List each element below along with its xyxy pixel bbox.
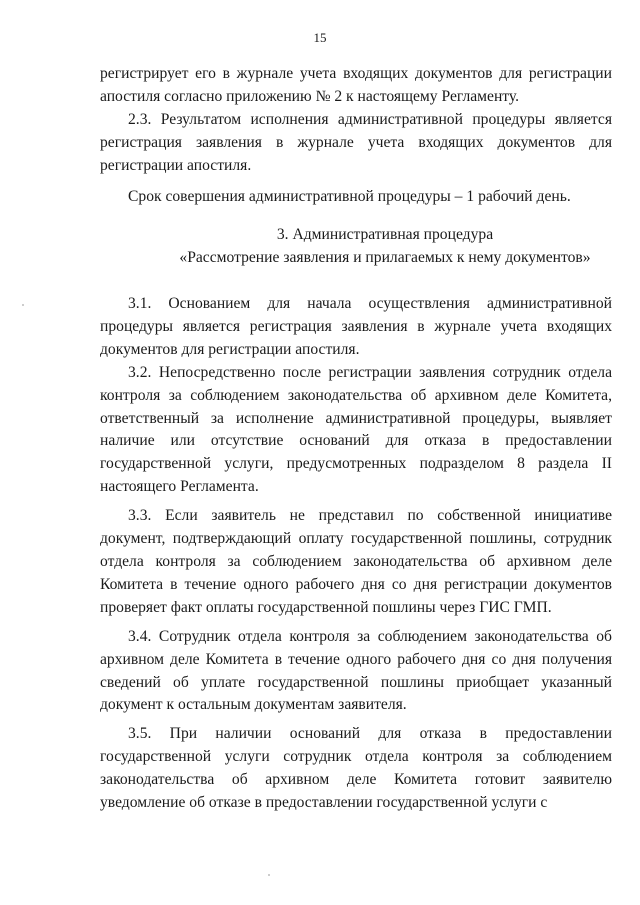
section-heading — [100, 224, 640, 270]
body-text-block — [100, 293, 612, 815]
paragraph-3-2: 3.2. Непосредственно после регистрации заявления сотрудник отдела контроля за соблюдением законодательства об архивном деле Комитета, ответственный за исполнение административной процедуры, выявляет наличие или отсутствие оснований для отказа в предоставлении государственной услуги, предусмотренных подразделом 8 раздела II настоящего Регламента. — [100, 363, 612, 496]
scan-speck — [22, 304, 24, 306]
paragraph-3-1: 3.1. Основанием для начала осуществления административной процедуры является регистрация заявления в журнале учета входящих документов для регистрации апостиля. — [100, 295, 612, 358]
scan-speck — [268, 874, 270, 876]
section-title-line1: 3. Административная процедура — [276, 226, 494, 243]
paragraph-continuation: регистрирует его в журнале учета входящих документов для регистрации апостиля согласно приложению № 2 к настоящему Регламенту. — [100, 65, 612, 105]
page-number: 15 — [313, 30, 327, 45]
paragraph-3-4: 3.4. Сотрудник отдела контроля за соблюдением законодательства об архивном деле Комитета в течение одного рабочего дня со дня получения сведений об уплате государственной пошлины приобщает указанный документ к остальным документам заявителя. — [100, 627, 612, 714]
section-title-line2: «Рассмотрение заявления и прилагаемых к нему документов» — [179, 248, 591, 266]
paragraph-2-3: 2.3. Результатом исполнения административной процедуры является регистрация заявления в журнале учета входящих документов для регистрации апостиля. — [100, 110, 612, 174]
paragraph-3-5: 3.5. При наличии оснований для отказа в предоставлении государственной услуги сотрудник отдела контроля за соблюдением законодательства об архивном деле Комитета готовит заявителю уведомление об отказе в предоставлении государственной услуги с — [100, 725, 612, 812]
paragraph-3-3: 3.3. Если заявитель не представил по собственной инициативе документ, подтверждающий оплату государственной пошлины, сотрудник отдела контроля за соблюдением законодательства об архивном деле Комитета в течение одного рабочего дня со дня регистрации документов проверяет факт оплаты государственной пошлины через ГИС ГМП. — [100, 507, 612, 616]
top-text-block — [100, 63, 612, 208]
paragraph-term: Срок совершения административной процедуры – 1 рабочий день. — [128, 187, 571, 205]
